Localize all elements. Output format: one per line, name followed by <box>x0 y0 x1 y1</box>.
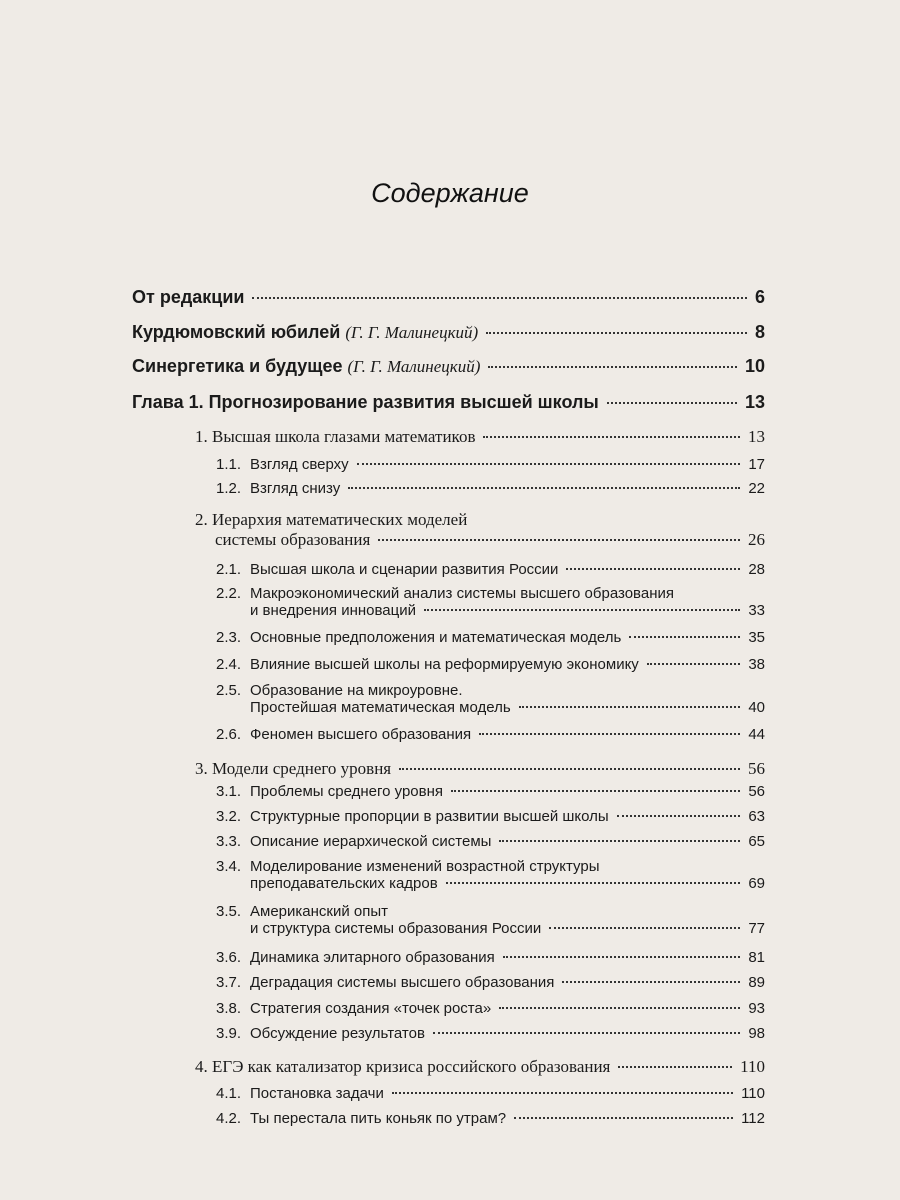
toc-number: 3.4. <box>216 858 242 875</box>
toc-number: 3.8. <box>216 1000 242 1017</box>
toc-label-line1: Макроэкономический анализ системы высшего образования <box>250 585 674 602</box>
toc-page: 6 <box>754 287 765 307</box>
toc-page: 110 <box>741 1085 765 1102</box>
toc-page: 38 <box>748 656 765 673</box>
dot-leader <box>647 663 741 665</box>
toc-page: 44 <box>748 726 765 743</box>
dot-leader <box>424 609 740 611</box>
dot-leader <box>629 636 740 638</box>
dot-leader <box>433 1032 740 1034</box>
toc-label-line2: преподавательских кадров <box>250 875 438 892</box>
toc-page: 98 <box>748 1025 765 1042</box>
toc-page: 63 <box>748 808 765 825</box>
dot-leader <box>451 790 740 792</box>
toc-number: 2.6. <box>216 726 242 743</box>
toc-entry <box>0 356 900 377</box>
toc-subsection <box>0 1085 900 1102</box>
toc-label: Обсуждение результатов <box>250 1025 425 1042</box>
toc-page: 81 <box>748 949 765 966</box>
dot-leader <box>348 487 740 489</box>
dot-leader <box>499 1007 740 1009</box>
toc-subsection <box>0 585 900 619</box>
toc-number: 1.2. <box>216 480 242 497</box>
toc-label-line1: Американский опыт <box>250 903 389 920</box>
toc-label: Проблемы среднего уровня <box>250 783 444 800</box>
dot-leader <box>399 768 740 770</box>
dot-leader <box>378 539 740 541</box>
dot-leader <box>549 927 740 929</box>
toc-number: 2.4. <box>216 656 242 673</box>
dot-leader <box>562 981 740 983</box>
toc-label-line2: и структура системы образования России <box>250 920 542 937</box>
toc-number: 2.1. <box>216 561 242 578</box>
toc-page: 89 <box>748 974 765 991</box>
toc-subsection <box>0 726 900 743</box>
dot-leader <box>357 463 741 465</box>
toc-page: 17 <box>748 456 765 473</box>
toc-label: 3. Модели среднего уровня <box>195 759 392 778</box>
toc-page: 65 <box>748 833 765 850</box>
toc-subsection <box>0 656 900 673</box>
dot-leader <box>488 366 737 368</box>
toc-number: 4.1. <box>216 1085 242 1102</box>
dot-leader <box>514 1117 733 1119</box>
toc-number: 3.5. <box>216 903 242 920</box>
toc-page: 13 <box>744 392 765 412</box>
toc-label: Основные предположения и математическая модель <box>250 629 622 646</box>
toc-subsection <box>0 629 900 646</box>
toc-label: Синергетика и будущее <box>132 356 343 376</box>
toc-label: Стратегия создания «точек роста» <box>250 1000 492 1017</box>
toc-author: (Г. Г. Малинецкий) <box>345 323 479 342</box>
toc-label: Влияние высшей школы на реформируемую экономику <box>250 656 639 673</box>
toc-subsection <box>0 480 900 497</box>
toc-page: 40 <box>748 699 765 716</box>
toc-entry <box>0 392 900 413</box>
toc-number: 3.7. <box>216 974 242 991</box>
toc-subsection <box>0 561 900 578</box>
toc-label-line1: Моделирование изменений возрастной структуры <box>250 858 600 875</box>
dot-leader <box>519 706 741 708</box>
toc-number: 3.1. <box>216 783 242 800</box>
toc-number: 3.3. <box>216 833 242 850</box>
toc-subsection <box>0 1110 900 1127</box>
toc-author: (Г. Г. Малинецкий) <box>347 357 481 376</box>
toc-subsection <box>0 682 900 716</box>
toc-number: 4.2. <box>216 1110 242 1127</box>
toc-label: Деградация системы высшего образования <box>250 974 555 991</box>
toc-page: 69 <box>748 875 765 892</box>
toc-page: 56 <box>748 759 765 778</box>
toc-label-line2: Простейшая математическая модель <box>250 699 511 716</box>
toc-number: 2.2. <box>216 585 242 602</box>
toc-section <box>0 1057 900 1077</box>
dot-leader <box>617 815 741 817</box>
toc-page: 22 <box>748 480 765 497</box>
dot-leader <box>446 882 741 884</box>
toc-label: Постановка задачи <box>250 1085 384 1102</box>
toc-page: 26 <box>748 530 765 549</box>
toc-number: 1.1. <box>216 456 242 473</box>
dot-leader <box>392 1092 733 1094</box>
toc-page: 112 <box>741 1110 765 1127</box>
dot-leader <box>479 733 740 735</box>
toc-page: 8 <box>754 322 765 342</box>
toc-label: Взгляд снизу <box>250 480 341 497</box>
toc-label: Взгляд сверху <box>250 456 349 473</box>
dot-leader <box>483 436 740 438</box>
toc-label-line1: Образование на микроуровне. <box>250 682 463 699</box>
toc-entry <box>0 287 900 308</box>
toc-subsection <box>0 858 900 892</box>
toc-subsection <box>0 808 900 825</box>
toc-subsection <box>0 783 900 800</box>
toc-subsection <box>0 903 900 937</box>
toc-label: Структурные пропорции в развитии высшей школы <box>250 808 609 825</box>
toc-label: Глава 1. Прогнозирование развития высшей школы <box>132 392 599 412</box>
toc-label: Высшая школа и сценарии развития России <box>250 561 559 578</box>
dot-leader <box>252 297 747 299</box>
toc-number: 2.5. <box>216 682 242 699</box>
toc-subsection <box>0 974 900 991</box>
dot-leader <box>566 568 740 570</box>
toc-entry <box>0 322 900 343</box>
dot-leader <box>503 956 741 958</box>
toc-number: 3.6. <box>216 949 242 966</box>
toc-subsection <box>0 1025 900 1042</box>
toc-label: 1. Высшая школа глазами математиков <box>195 427 476 446</box>
toc-number: 3.2. <box>216 808 242 825</box>
toc-label-line1: 2. Иерархия математических моделей <box>195 510 468 529</box>
toc-page: 110 <box>740 1057 765 1076</box>
toc-number: 2.3. <box>216 629 242 646</box>
toc-label: Описание иерархической системы <box>250 833 492 850</box>
page-title: Содержание <box>371 178 529 208</box>
toc-page: 13 <box>748 427 765 446</box>
dot-leader <box>486 332 747 334</box>
toc-label-line2: и внедрения инноваций <box>250 602 416 619</box>
toc-label: От редакции <box>132 287 245 307</box>
dot-leader <box>607 402 737 404</box>
toc-subsection <box>0 456 900 473</box>
toc-label-line2: системы образования <box>215 530 371 549</box>
toc-page: 33 <box>748 602 765 619</box>
toc-label: Динамика элитарного образования <box>250 949 495 966</box>
toc-page: 35 <box>748 629 765 646</box>
toc-label: Феномен высшего образования <box>250 726 472 743</box>
dot-leader <box>499 840 740 842</box>
toc-number: 3.9. <box>216 1025 242 1042</box>
toc-subsection <box>0 1000 900 1017</box>
toc-subsection <box>0 949 900 966</box>
toc-page: 77 <box>748 920 765 937</box>
toc-page: 28 <box>748 561 765 578</box>
toc-page: 93 <box>748 1000 765 1017</box>
toc-label: Курдюмовский юбилей <box>132 322 341 342</box>
toc-section <box>0 759 900 779</box>
toc-section <box>0 427 900 447</box>
dot-leader <box>618 1066 732 1068</box>
toc-section <box>0 510 900 550</box>
toc-label: Ты перестала пить коньяк по утрам? <box>250 1110 507 1127</box>
toc-subsection <box>0 833 900 850</box>
toc-page: 56 <box>748 783 765 800</box>
toc-page: 10 <box>744 356 765 376</box>
toc-label: 4. ЕГЭ как катализатор кризиса российского образования <box>195 1057 611 1076</box>
